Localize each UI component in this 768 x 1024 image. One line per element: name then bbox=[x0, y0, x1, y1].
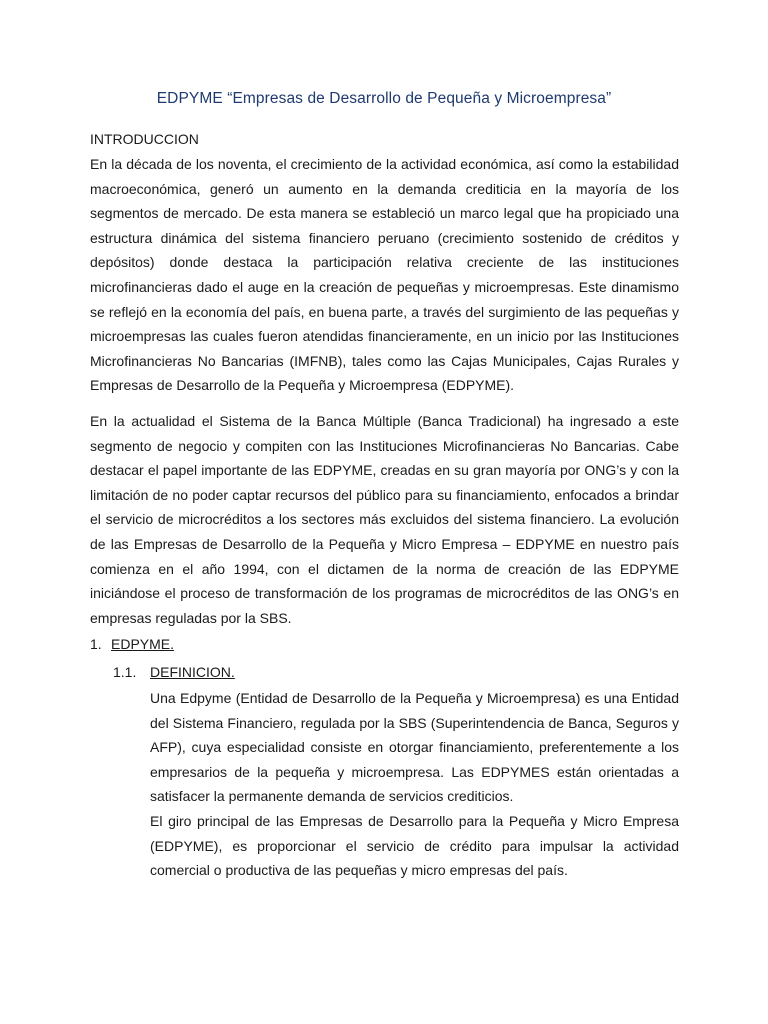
document-title: EDPYME “Empresas de Desarrollo de Pequeña y Microempresa” bbox=[156, 90, 612, 107]
intro-paragraph-2: En la actualidad el Sistema de la Banca Múltiple (Banca Tradicional) ha ingresado a este segmento de negocio y compiten con las Instituciones Microfinancieras No Bancarias. Cabe destacar el papel importante de las EDPYME, creadas en su gran mayoría por ONG’s y con la limitación de no poder captar recursos del público para su financiamiento, enfocados a brindar el servicio de microcréditos a los sectores más excluidos del sistema financiero. La evolución de las Empresas de Desarrollo de la Pequeña y Micro Empresa – EDPYME en nuestro país comienza en el año 1994, con el dictamen de la norma de creación de las EDPYME iniciándose el proceso de transformación de los programas de microcréditos de las ONG’s en empresas reguladas por la SBS. bbox=[90, 413, 679, 626]
section-1-number: 1. bbox=[90, 636, 102, 652]
section-1-1-label: DEFINICION. bbox=[150, 664, 235, 680]
section-1-1-heading bbox=[113, 664, 235, 680]
intro-heading: INTRODUCCION bbox=[90, 131, 199, 147]
section-1-label: EDPYME. bbox=[111, 636, 175, 652]
section-1-heading bbox=[90, 636, 174, 652]
definition-paragraph-1: Una Edpyme (Entidad de Desarrollo de la Pequeña y Microempresa) es una Entidad del Sistema Financiero, regulada por la SBS (Superintendencia de Banca, Seguros y AFP), cuya especialidad consiste en otorgar financiamiento, preferentemente a los empresarios de la pequeña y microempresa. Las EDPYMES están orientadas a satisfacer la permanente demanda de servicios crediticios. bbox=[150, 690, 679, 805]
definition-paragraph-2: El giro principal de las Empresas de Desarrollo para la Pequeña y Micro Empresa (EDPYME), es proporcionar el servicio de crédito para impulsar la actividad comercial o productiva de las pequeñas y micro empresas del país. bbox=[150, 813, 679, 879]
section-1-1-number: 1.1. bbox=[113, 664, 137, 680]
intro-paragraph-1: En la década de los noventa, el crecimiento de la actividad económica, así como la estabilidad macroeconómica, generó un aumento en la demanda crediticia en la mayoría de los segmentos de mercado. De esta manera se estableció un marco legal que ha propiciado una estructura dinámica del sistema financiero peruano (crecimiento sostenido de créditos y depósitos) donde destaca la participación relativa creciente de las instituciones microfinancieras dado el auge en la creación de pequeñas y microempresas. Este dinamismo se reflejó en la economía del país, en buena parte, a través del surgimiento de las pequeñas y microempresas las cuales fueron atendidas financieramente, en un inicio por las Instituciones Microfinancieras No Bancarias (IMFNB), tales como las Cajas Municipales, Cajas Rurales y Empresas de Desarrollo de la Pequeña y Microempresa (EDPYME). bbox=[90, 156, 679, 394]
